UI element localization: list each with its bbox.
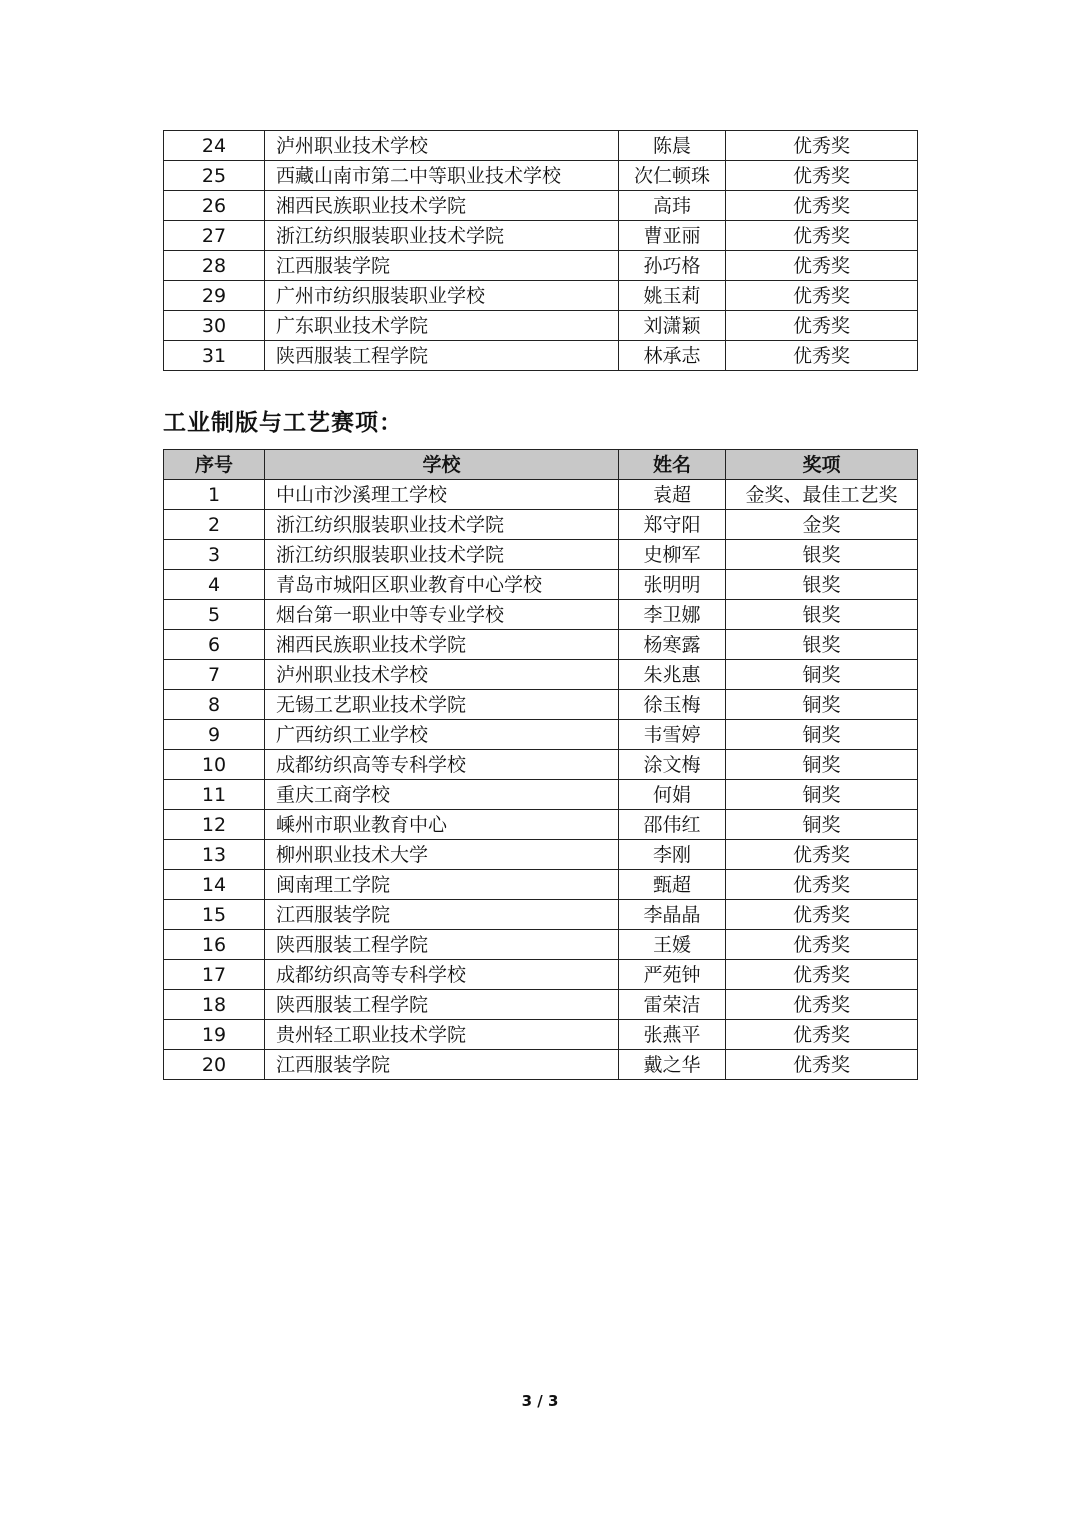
cell-no: 26 [164, 191, 265, 221]
table-row [164, 221, 918, 251]
cell-name: 孙巧格 [619, 251, 726, 281]
cell-school: 烟台第一职业中等专业学校 [265, 600, 619, 630]
table-row [164, 311, 918, 341]
cell-award: 优秀奖 [726, 341, 918, 371]
cell-no: 27 [164, 221, 265, 251]
cell-no: 31 [164, 341, 265, 371]
table-row [164, 480, 918, 510]
cell-no: 19 [164, 1020, 265, 1050]
cell-no: 11 [164, 780, 265, 810]
cell-name: 高玮 [619, 191, 726, 221]
cell-school: 浙江纺织服装职业技术学院 [265, 510, 619, 540]
cell-name: 涂文梅 [619, 750, 726, 780]
cell-school: 江西服装学院 [265, 1050, 619, 1080]
table-row [164, 930, 918, 960]
cell-award: 铜奖 [726, 750, 918, 780]
page-number: 3 / 3 [521, 1392, 559, 1410]
cell-award: 优秀奖 [726, 221, 918, 251]
pattern-craft-results-body [164, 480, 918, 1080]
table-row [164, 570, 918, 600]
cell-no: 29 [164, 281, 265, 311]
header-name: 姓名 [619, 450, 726, 480]
cell-award: 银奖 [726, 570, 918, 600]
cell-school: 贵州轻工职业技术学院 [265, 1020, 619, 1050]
cell-no: 1 [164, 480, 265, 510]
cell-school: 湘西民族职业技术学院 [265, 191, 619, 221]
cell-no: 24 [164, 131, 265, 161]
cell-school: 成都纺织高等专科学校 [265, 960, 619, 990]
cell-award: 优秀奖 [726, 900, 918, 930]
cell-no: 17 [164, 960, 265, 990]
header-school: 学校 [265, 450, 619, 480]
cell-name: 史柳军 [619, 540, 726, 570]
cell-no: 6 [164, 630, 265, 660]
cell-award: 优秀奖 [726, 870, 918, 900]
cell-award: 优秀奖 [726, 281, 918, 311]
cell-no: 2 [164, 510, 265, 540]
cell-school: 闽南理工学院 [265, 870, 619, 900]
cell-award: 优秀奖 [726, 161, 918, 191]
cell-no: 30 [164, 311, 265, 341]
cell-school: 嵊州市职业教育中心 [265, 810, 619, 840]
cell-name: 郑守阳 [619, 510, 726, 540]
table-row [164, 131, 918, 161]
cell-no: 5 [164, 600, 265, 630]
cell-award: 优秀奖 [726, 1050, 918, 1080]
cell-no: 15 [164, 900, 265, 930]
table-row [164, 540, 918, 570]
cell-award: 优秀奖 [726, 840, 918, 870]
cell-name: 雷荣洁 [619, 990, 726, 1020]
cell-no: 7 [164, 660, 265, 690]
cell-school: 重庆工商学校 [265, 780, 619, 810]
cell-name: 王媛 [619, 930, 726, 960]
cell-name: 朱兆惠 [619, 660, 726, 690]
cell-name: 刘潇颖 [619, 311, 726, 341]
cell-school: 江西服装学院 [265, 900, 619, 930]
table-row [164, 690, 918, 720]
table-row [164, 510, 918, 540]
continued-results-table [163, 130, 918, 371]
cell-no: 4 [164, 570, 265, 600]
cell-award: 优秀奖 [726, 251, 918, 281]
cell-award: 优秀奖 [726, 990, 918, 1020]
cell-award: 银奖 [726, 630, 918, 660]
table-row [164, 251, 918, 281]
cell-name: 戴之华 [619, 1050, 726, 1080]
cell-name: 徐玉梅 [619, 690, 726, 720]
table-row [164, 660, 918, 690]
cell-award: 银奖 [726, 540, 918, 570]
cell-name: 李卫娜 [619, 600, 726, 630]
cell-no: 18 [164, 990, 265, 1020]
table-row [164, 191, 918, 221]
cell-no: 14 [164, 870, 265, 900]
cell-no: 25 [164, 161, 265, 191]
cell-name: 甄超 [619, 870, 726, 900]
table-row [164, 720, 918, 750]
header-no: 序号 [164, 450, 265, 480]
section-title: 工业制版与工艺赛项： [163, 410, 403, 436]
cell-no: 16 [164, 930, 265, 960]
pattern-craft-results-table [163, 449, 918, 1080]
cell-award: 铜奖 [726, 690, 918, 720]
cell-name: 曹亚丽 [619, 221, 726, 251]
cell-school: 中山市沙溪理工学校 [265, 480, 619, 510]
cell-award: 铜奖 [726, 780, 918, 810]
table-row [164, 840, 918, 870]
cell-school: 西藏山南市第二中等职业技术学校 [265, 161, 619, 191]
cell-name: 邵伟红 [619, 810, 726, 840]
cell-no: 13 [164, 840, 265, 870]
cell-name: 李刚 [619, 840, 726, 870]
table-row [164, 870, 918, 900]
cell-school: 陕西服装工程学院 [265, 341, 619, 371]
cell-no: 10 [164, 750, 265, 780]
cell-name: 姚玉莉 [619, 281, 726, 311]
cell-school: 广西纺织工业学校 [265, 720, 619, 750]
table-row [164, 341, 918, 371]
cell-award: 铜奖 [726, 660, 918, 690]
cell-school: 浙江纺织服装职业技术学院 [265, 540, 619, 570]
cell-name: 林承志 [619, 341, 726, 371]
cell-no: 3 [164, 540, 265, 570]
table-row [164, 960, 918, 990]
cell-school: 泸州职业技术学校 [265, 131, 619, 161]
header-award: 奖项 [726, 450, 918, 480]
cell-school: 无锡工艺职业技术学院 [265, 690, 619, 720]
cell-award: 铜奖 [726, 720, 918, 750]
cell-name: 严苑钟 [619, 960, 726, 990]
cell-award: 银奖 [726, 600, 918, 630]
cell-name: 次仁顿珠 [619, 161, 726, 191]
cell-name: 何娟 [619, 780, 726, 810]
cell-no: 28 [164, 251, 265, 281]
cell-award: 金奖 [726, 510, 918, 540]
cell-name: 韦雪婷 [619, 720, 726, 750]
cell-name: 张燕平 [619, 1020, 726, 1050]
cell-school: 泸州职业技术学校 [265, 660, 619, 690]
table-row [164, 1050, 918, 1080]
cell-school: 浙江纺织服装职业技术学院 [265, 221, 619, 251]
cell-name: 张明明 [619, 570, 726, 600]
cell-school: 青岛市城阳区职业教育中心学校 [265, 570, 619, 600]
cell-name: 陈晨 [619, 131, 726, 161]
cell-school: 江西服装学院 [265, 251, 619, 281]
table-row [164, 161, 918, 191]
cell-school: 广州市纺织服装职业学校 [265, 281, 619, 311]
cell-no: 12 [164, 810, 265, 840]
table-row [164, 281, 918, 311]
cell-name: 杨寒露 [619, 630, 726, 660]
cell-award: 优秀奖 [726, 960, 918, 990]
table-row [164, 600, 918, 630]
table-header-row [164, 450, 918, 480]
cell-award: 优秀奖 [726, 311, 918, 341]
table-row [164, 900, 918, 930]
cell-award: 铜奖 [726, 810, 918, 840]
cell-award: 优秀奖 [726, 131, 918, 161]
cell-school: 柳州职业技术大学 [265, 840, 619, 870]
table-row [164, 780, 918, 810]
continued-results-body [164, 131, 918, 371]
cell-no: 9 [164, 720, 265, 750]
cell-award: 金奖、最佳工艺奖 [726, 480, 918, 510]
cell-school: 成都纺织高等专科学校 [265, 750, 619, 780]
cell-award: 优秀奖 [726, 930, 918, 960]
cell-name: 袁超 [619, 480, 726, 510]
table-row [164, 810, 918, 840]
cell-award: 优秀奖 [726, 1020, 918, 1050]
cell-award: 优秀奖 [726, 191, 918, 221]
cell-no: 8 [164, 690, 265, 720]
table-row [164, 750, 918, 780]
table-row [164, 990, 918, 1020]
cell-name: 李晶晶 [619, 900, 726, 930]
table-row [164, 1020, 918, 1050]
table-row [164, 630, 918, 660]
cell-school: 广东职业技术学院 [265, 311, 619, 341]
cell-school: 湘西民族职业技术学院 [265, 630, 619, 660]
cell-no: 20 [164, 1050, 265, 1080]
cell-school: 陕西服装工程学院 [265, 990, 619, 1020]
cell-school: 陕西服装工程学院 [265, 930, 619, 960]
